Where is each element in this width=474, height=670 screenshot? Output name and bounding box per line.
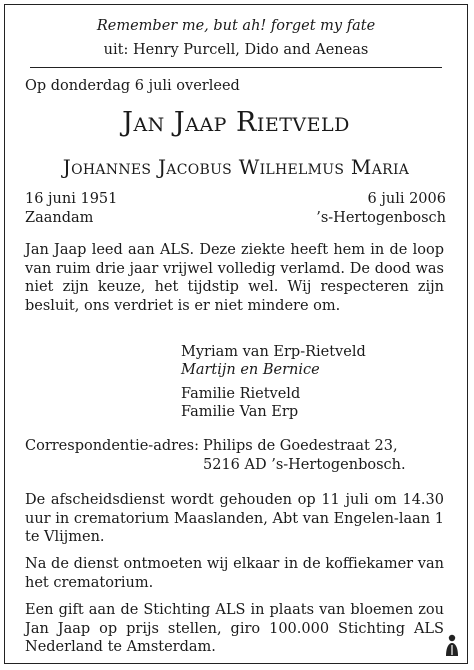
family-line-4: Familie Van Erp	[181, 404, 299, 420]
birth-place: Zaandam	[25, 210, 94, 226]
family-line-3: Familie Rietveld	[181, 386, 301, 402]
message-paragraph: Jan Jaap leed aan ALS. Deze ziekte heeft hem in de loop van ruim drie jaar vrijwel volledig verlamd. De dood was niet zijn keuze, het tijdstip wel. Wij respecteren zijn besluit, ons verdriet is er niet mindere om.	[25, 242, 444, 314]
deceased-name: Jan Jaap Rietveld	[122, 107, 350, 138]
deceased-full-name: Johannes Jacobus Wilhelmus Maria	[62, 155, 410, 179]
publisher-logo-icon	[443, 633, 461, 657]
correspondence-label: Correspondentie-adres:	[25, 438, 199, 454]
after-service-paragraph: Na de dienst ontmoeten wij elkaar in de koffiekamer van het crematorium.	[25, 556, 444, 591]
correspondence-street: Philips de Goedestraat 23,	[203, 438, 398, 454]
quote-line: Remember me, but ah! forget my fate	[96, 18, 376, 34]
death-place: ’s-Hertogenbosch	[316, 210, 446, 226]
birth-date: 16 juni 1951	[25, 191, 118, 207]
service-paragraph: De afscheidsdienst wordt gehouden op 11 juli om 14.30 uur in crematorium Maaslanden, Abt van Engelen-laan 1 te Vlijmen.	[25, 492, 444, 546]
quote-source: uit: Henry Purcell, Dido and Aeneas	[103, 42, 369, 58]
top-divider	[30, 67, 442, 68]
correspondence-city: 5216 AD ’s-Hertogenbosch.	[203, 457, 406, 473]
family-line-1: Myriam van Erp-Rietveld	[181, 344, 366, 360]
death-date: 6 juli 2006	[367, 191, 446, 207]
family-line-2: Martijn en Bernice	[181, 362, 320, 378]
donation-paragraph: Een gift aan de Stichting ALS in plaats van bloemen zou Jan Jaap op prijs stellen, giro 100.000 Stichting ALS Nederland te Amsterdam.	[25, 602, 444, 656]
obituary-card	[4, 4, 468, 664]
intro-text: Op donderdag 6 juli overleed	[25, 78, 240, 94]
